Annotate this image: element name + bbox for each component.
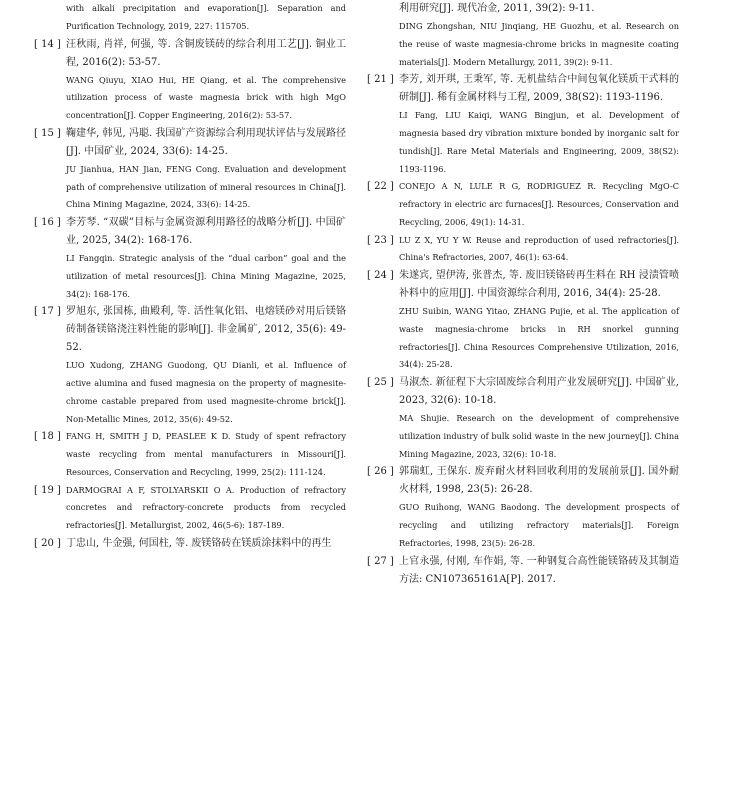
reference-entry <box>34 303 346 428</box>
reference-number: [ 15 ] <box>34 127 61 139</box>
reference-number: [ 26 ] <box>367 466 394 478</box>
reference-entry <box>34 214 346 303</box>
reference-text-cn: 马淑杰. 新征程下大宗固废综合利用产业发展研究[J]. 中国矿业, 2023, 32(6): 10-18. <box>399 377 679 406</box>
reference-entry <box>367 267 679 374</box>
reference-text-en: GUO Ruihong, WANG Baodong. The development prospects of recycling and utilizing refractory materials[J]. Foreign Refractories, 1998, 23(5): 26-28. <box>399 502 679 548</box>
reference-entry <box>367 0 679 71</box>
reference-number: [ 21 ] <box>367 74 394 86</box>
reference-number <box>34 0 66 36</box>
reference-entry <box>367 553 679 589</box>
reference-text-cn: 上官永强, 付刚, 车作娟, 等. 一种钢复合高性能镁铬砖及其制造方法: CN107365161A[P]. 2017. <box>399 555 679 585</box>
reference-text-cn: 利用研究[J]. 现代冶金, 2011, 39(2): 9-11. <box>399 3 595 14</box>
reference-text-cn: 罗旭东, 张国栋, 曲殿利, 等. 活性氧化铝、电熔镁砂对用后镁铬砖制备镁铬浇注料性能的影响[J]. 非金属矿, 2012, 35(6): 49-52. <box>66 306 346 354</box>
reference-text-en: CONEJO A N, LULE R G, RODRIGUEZ R. Recycling MgO-C refractory in electric arc furnaces[J]. Resources, Conservation and Recycling, 2006, 49(1): 14-31. <box>399 181 679 227</box>
reference-entry <box>367 232 679 268</box>
reference-text-cn: 朱遂宾, 望伊涛, 张普杰, 等. 废旧镁铬砖再生料在 RH 浸渍管喷补料中的应用[J]. 中国资源综合利用, 2016, 34(4): 25-28. <box>399 270 679 299</box>
reference-entry <box>367 71 679 178</box>
reference-text-cn: 汪秋雨, 肖祥, 何强, 等. 含铜废镁砖的综合利用工艺[J]. 铜业工程, 2016(2): 53-57. <box>66 38 346 68</box>
reference-entry <box>367 374 679 463</box>
reference-number: [ 25 ] <box>367 377 394 388</box>
reference-text-cn: 郭瑞虹, 王保东. 废弃耐火材料回收利用的发展前景[J]. 国外耐火材料, 1998, 23(5): 26-28. <box>399 466 679 496</box>
reference-entry <box>367 178 679 231</box>
reference-text-en: JU Jianhua, HAN Jian, FENG Cong. Evaluation and development path of comprehensive utilization of mineral resources in China[J]. China Mining Magazine, 2024, 33(6): 14-25. <box>66 163 346 210</box>
reference-text-cn: 李芳, 刘开琪, 王秉军, 等. 无机盐结合中间包氧化镁质干式料的研制[J]. 稀有金属材料与工程, 2009, 38(S2): 1193-1196. <box>399 74 679 104</box>
reference-number: [ 24 ] <box>367 270 394 281</box>
reference-text-en: DARMOGRAI A F, STOLYARSKII O A. Production of refractory concretes and refractory-concrete products from recycled refractories[J]. Metallurgist, 2002, 46(5-6): 187-189. <box>66 484 346 530</box>
reference-entry <box>34 36 346 125</box>
reference-number: [ 17 ] <box>34 306 61 318</box>
reference-number: [ 19 ] <box>34 484 61 496</box>
reference-text-en: FANG H, SMITH J D, PEASLEE K D. Study of spent refractory waste recycling from mental manufacturers in Missouri[J]. Resources, Conservation and Recycling, 1999, 25(2): 111-124. <box>66 431 346 477</box>
reference-text-en: MA Shujie. Research on the development of comprehensive utilization industry of bulk solid waste in the new journey[J]. China Mining Magazine, 2023, 32(6): 10-18. <box>399 413 679 459</box>
reference-number: [ 14 ] <box>34 38 61 50</box>
reference-entry <box>34 0 346 36</box>
reference-text-en: LI Fang, LIU Kaiqi, WANG Bingjun, et al. Development of magnesia based dry vibration mixture bonded by inorganic salt for tundish[J]. Rare Metal Materials and Engineering, 2009, 38(S2): 1193-1196. <box>399 110 679 174</box>
reference-number: [ 27 ] <box>367 555 394 567</box>
reference-text-cn: 李芳琴. “双碳”目标与金属资源利用路径的战略分析[J]. 中国矿业, 2025, 34(2): 168-176. <box>66 217 346 246</box>
reference-text-en: DING Zhongshan, NIU Jinqiang, HE Guozhu, et al. Research on the reuse of waste magnesia-chrome bricks in magnesite coating materials[J]. Modern Metallurgy, 2011, 39(2): 9-11. <box>399 21 679 67</box>
reference-text-cn: 鞠建华, 韩见, 冯聪. 我国矿产资源综合利用现状评估与发展路径[J]. 中国矿业, 2024, 33(6): 14-25. <box>66 127 346 157</box>
reference-number: [ 16 ] <box>34 217 61 228</box>
reference-entry <box>34 535 346 553</box>
reference-column-left <box>34 0 346 553</box>
reference-text-en: ZHU Suibin, WANG Yitao, ZHANG Pujie, et al. The application of waste magnesia-chrome bricks in RH snorkel gunning refractories[J]. China Resources Comprehensive Utilization, 2016, 34(4): 25-28. <box>399 306 679 370</box>
reference-entry <box>34 125 346 214</box>
reference-text-cn: 丁忠山, 牛金强, 何国柱, 等. 废镁铬砖在镁质涂抹料中的再生 <box>66 537 332 549</box>
reference-entry <box>367 463 679 552</box>
reference-text-en: LUO Xudong, ZHANG Guodong, QU Dianli, et al. Influence of active alumina and fused magnesia on the property of magnesite-chrome castable prepared from used magnesite-chrome brick[J]. Non-Metallic Mines, 2012, 35(6): 49-52. <box>66 360 346 424</box>
reference-text-en: with alkali precipitation and evaporation[J]. Separation and Purification Technology, 2019, 227: 115705. <box>66 3 346 31</box>
reference-text-en: LI Fangqin. Strategic analysis of the “dual carbon” goal and the utilization of metal resources[J]. China Mining Magazine, 2025, 34(2): 168-176. <box>66 253 346 299</box>
reference-number: [ 18 ] <box>34 431 61 443</box>
reference-number: [ 20 ] <box>34 537 61 549</box>
reference-text-en: WANG Qiuyu, XIAO Hui, HE Qiang, et al. The comprehensive utilization process of waste magnesia brick with high MgO concentration[J]. Copper Engineering, 2016(2): 53-57. <box>66 74 346 120</box>
reference-column-right <box>367 0 679 589</box>
reference-text-en: LU Z X, YU Y W. Reuse and reproduction of used refractories[J]. China's Refractories, 2007, 46(1): 63-64. <box>399 234 679 263</box>
reference-number <box>367 0 399 71</box>
reference-entry <box>34 482 346 535</box>
reference-entry <box>34 428 346 481</box>
reference-number: [ 23 ] <box>367 234 394 246</box>
reference-number: [ 22 ] <box>367 181 394 193</box>
